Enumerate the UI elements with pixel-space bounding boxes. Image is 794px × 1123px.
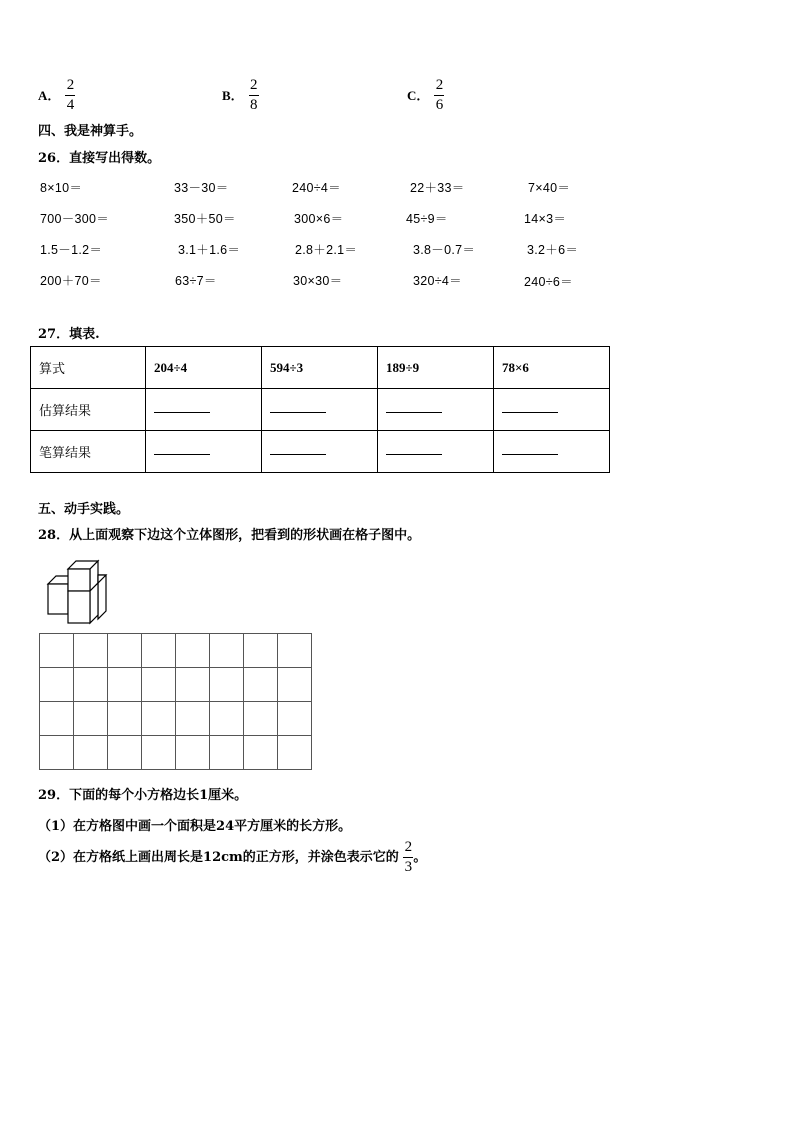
calc-item: 33－30＝ <box>174 181 229 195</box>
answer-cell[interactable] <box>378 389 494 431</box>
answer-blank[interactable] <box>154 444 210 455</box>
q27-table <box>30 346 610 473</box>
q28-title: 28．从上面观察下边这个立体图形，把看到的形状画在格子图中。 <box>38 528 421 543</box>
calc-item: 700－300＝ <box>40 212 110 226</box>
answer-cell[interactable] <box>262 389 378 431</box>
calc-item: 7×40＝ <box>528 181 571 195</box>
answer-blank[interactable] <box>270 402 326 413</box>
q29-sub2-end: 。 <box>413 850 427 865</box>
section-5-heading: 五、动手实践。 <box>38 502 130 517</box>
calc-item: 3.1＋1.6＝ <box>178 243 241 257</box>
q29-sub2-fraction: $\frac{2}{3}$ <box>404 839 413 875</box>
answer-blank[interactable] <box>386 402 442 413</box>
answer-cell[interactable] <box>146 431 262 473</box>
q27-title: 27．填表. <box>38 327 100 342</box>
answer-cell[interactable] <box>494 431 610 473</box>
calc-item: 200＋70＝ <box>40 274 102 288</box>
q26-title: 26．直接写出得数。 <box>38 151 161 166</box>
option-b-fraction: $\frac{2}{8}$ <box>250 77 258 113</box>
calc-item: 3.2＋6＝ <box>527 243 579 257</box>
calc-item: 45÷9＝ <box>406 212 448 226</box>
option-c-fraction: $\frac{2}{6}$ <box>435 77 444 113</box>
calc-item: 3.8－0.7＝ <box>413 243 476 257</box>
calc-item: 63÷7＝ <box>175 274 217 288</box>
q29-title: 29．下面的每个小方格边长1厘米。 <box>38 788 248 803</box>
section-4-heading: 四、我是神算手。 <box>38 124 143 139</box>
answer-cell[interactable] <box>262 431 378 473</box>
table-row-label: 笔算结果 <box>31 431 146 473</box>
calc-item: 1.5－1.2＝ <box>40 243 103 257</box>
answer-blank[interactable] <box>502 402 558 413</box>
calc-item: 8×10＝ <box>40 181 83 195</box>
option-b-letter: B． <box>222 88 244 103</box>
table-header-cell: 594÷3 <box>262 347 378 389</box>
table-row <box>31 431 610 473</box>
option-a-fraction: $\frac{2}{4}$ <box>66 77 75 113</box>
table-row <box>31 347 610 389</box>
table-row <box>31 389 610 431</box>
calc-item: 240÷4＝ <box>292 181 341 195</box>
answer-blank[interactable] <box>270 444 326 455</box>
answer-blank[interactable] <box>502 444 558 455</box>
calc-item: 300×6＝ <box>294 212 344 226</box>
option-c-letter: C． <box>407 88 430 103</box>
q29-sub2 <box>38 840 426 875</box>
option-a <box>38 78 75 113</box>
table-header-cell: 算式 <box>31 347 146 389</box>
calc-item: 240÷6＝ <box>524 275 573 289</box>
option-a-letter: A． <box>38 88 61 103</box>
q29-sub1: （1）在方格图中画一个面积是24平方厘米的长方形。 <box>38 819 352 834</box>
table-header-cell: 204÷4 <box>146 347 262 389</box>
answer-blank[interactable] <box>386 444 442 455</box>
table-row-label: 估算结果 <box>31 389 146 431</box>
answer-cell[interactable] <box>494 389 610 431</box>
answer-cell[interactable] <box>146 389 262 431</box>
calc-item: 350＋50＝ <box>174 212 236 226</box>
calc-item: 320÷4＝ <box>413 274 462 288</box>
table-header-cell: 189÷9 <box>378 347 494 389</box>
answer-blank[interactable] <box>154 402 210 413</box>
q29-sub2-text: （2）在方格纸上画出周长是12cm的正方形，并涂色表示它的 <box>38 850 399 865</box>
option-b <box>222 78 259 113</box>
option-c <box>407 78 444 113</box>
table-header-cell: 78×6 <box>494 347 610 389</box>
calc-item: 14×3＝ <box>524 212 567 226</box>
calc-item: 22＋33＝ <box>410 181 465 195</box>
drawing-grid[interactable] <box>39 633 313 771</box>
cube-figure <box>40 553 120 627</box>
answer-cell[interactable] <box>378 431 494 473</box>
calc-item: 2.8＋2.1＝ <box>295 243 358 257</box>
calc-item: 30×30＝ <box>293 274 343 288</box>
